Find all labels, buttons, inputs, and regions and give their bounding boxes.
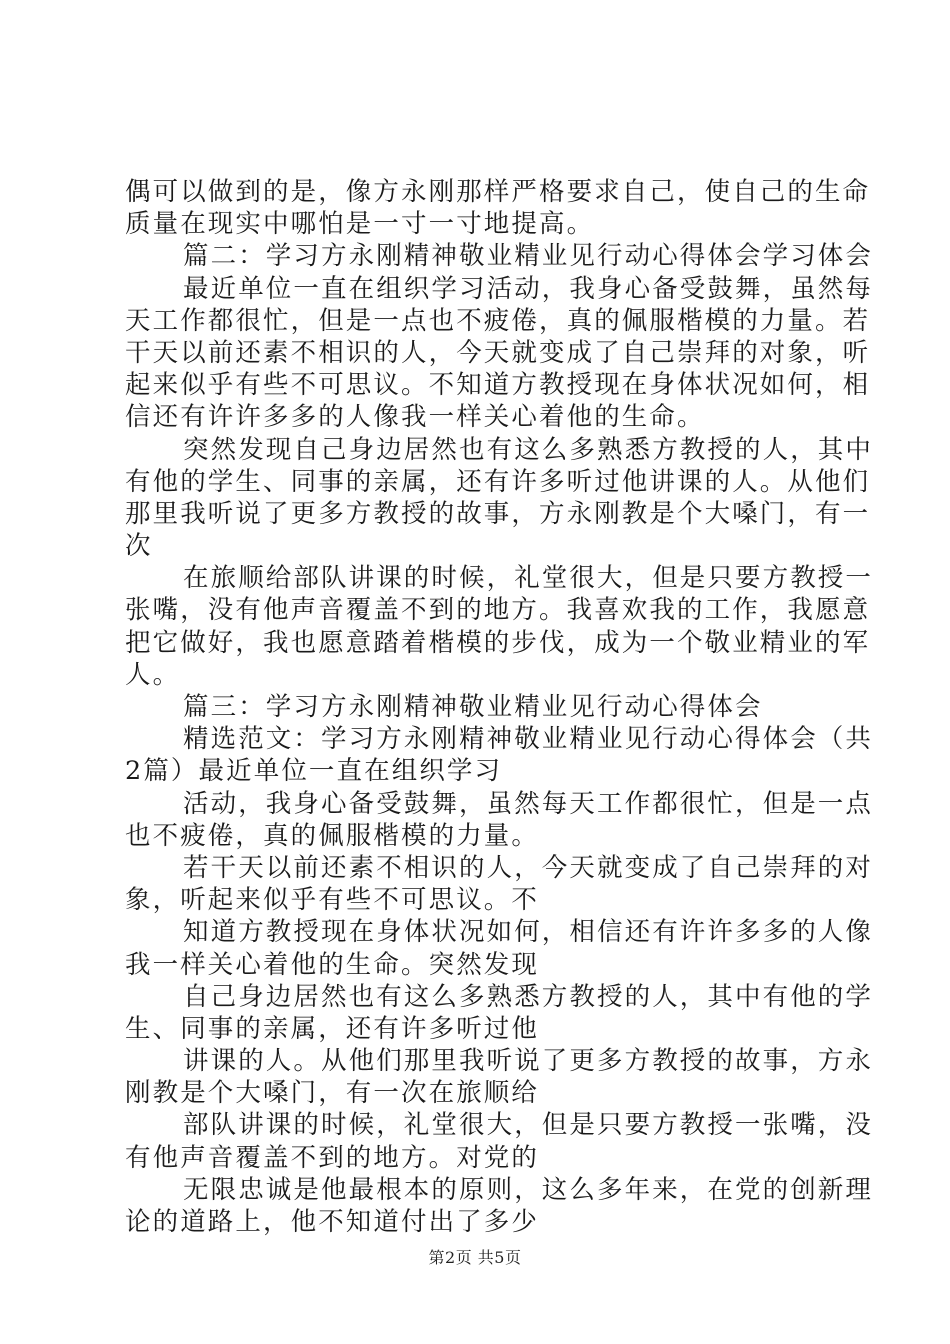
document-body — [125, 176, 874, 1238]
text-line: 张嘴，没有他声音覆盖不到的地方。我喜欢我的工作，我愿意 — [125, 595, 871, 626]
text-line: 最近单位一直在组织学习活动，我身心备受鼓舞，虽然每 — [183, 273, 874, 304]
text-line: 在旅顺给部队讲课的时候，礼堂很大，但是只要方教授一 — [183, 563, 874, 594]
text-line: 生、同事的亲属，还有许多听过他 — [125, 1013, 540, 1044]
text-line: 起来似乎有些不可思议。不知道方教授现在身体状况如何，相 — [125, 370, 871, 401]
text-line: 若干天以前还素不相识的人，今天就变成了自己崇拜的对 — [183, 852, 874, 883]
text-line: 2篇）最近单位一直在组织学习 — [125, 756, 503, 787]
text-line: 天工作都很忙，但是一点也不疲倦，真的佩服楷模的力量。若 — [125, 305, 871, 336]
text-line: 有他声音覆盖不到的地方。对党的 — [125, 1142, 540, 1173]
text-line: 质量在现实中哪怕是一寸一寸地提高。 — [125, 209, 595, 240]
text-line: 篇二：学习方永刚精神敬业精业见行动心得体会学习体会 — [183, 241, 874, 272]
text-line: 部队讲课的时候，礼堂很大，但是只要方教授一张嘴，没 — [183, 1110, 874, 1141]
text-line: 刚教是个大嗓门，有一次在旅顺给 — [125, 1078, 540, 1109]
text-line: 精选范文：学习方永刚精神敬业精业见行动心得体会（共 — [183, 724, 874, 755]
text-line: 那里我听说了更多方教授的故事，方永刚教是个大嗓门，有一 — [125, 498, 871, 529]
text-line: 偶可以做到的是，像方永刚那样严格要求自己，使自己的生命 — [125, 177, 871, 207]
text-line: 把它做好，我也愿意踏着楷模的步伐，成为一个敬业精业的军 — [125, 627, 871, 658]
text-line: 论的道路上，他不知道付出了多少 — [125, 1207, 540, 1237]
text-line: 活动，我身心备受鼓舞，虽然每天工作都很忙，但是一点 — [183, 788, 874, 819]
text-line: 自己身边居然也有这么多熟悉方教授的人，其中有他的学 — [183, 981, 874, 1012]
text-line: 有他的学生、同事的亲属，还有许多听过他讲课的人。从他们 — [125, 466, 871, 497]
text-line: 无限忠诚是他最根本的原则，这么多年来，在党的创新理 — [183, 1174, 874, 1205]
text-line: 讲课的人。从他们那里我听说了更多方教授的故事，方永 — [183, 1046, 874, 1077]
text-line: 也不疲倦，真的佩服楷模的力量。 — [125, 820, 540, 851]
page-number-footer: 第2页 共5页 — [428, 1248, 522, 1267]
text-line: 篇三：学习方永刚精神敬业精业见行动心得体会 — [183, 692, 763, 722]
text-line: 次 — [125, 531, 153, 562]
text-line: 干天以前还素不相识的人，今天就变成了自己崇拜的对象，听 — [125, 337, 871, 368]
text-line: 象，听起来似乎有些不可思议。不 — [125, 885, 540, 916]
text-line: 我一样关心着他的生命。突然发现 — [125, 949, 540, 980]
text-line: 人。 — [125, 659, 181, 690]
text-line: 突然发现自己身边居然也有这么多熟悉方教授的人，其中 — [183, 434, 874, 465]
text-line: 知道方教授现在身体状况如何，相信还有许许多多的人像 — [183, 917, 874, 948]
text-line: 信还有许许多多的人像我一样关心着他的生命。 — [125, 402, 705, 433]
